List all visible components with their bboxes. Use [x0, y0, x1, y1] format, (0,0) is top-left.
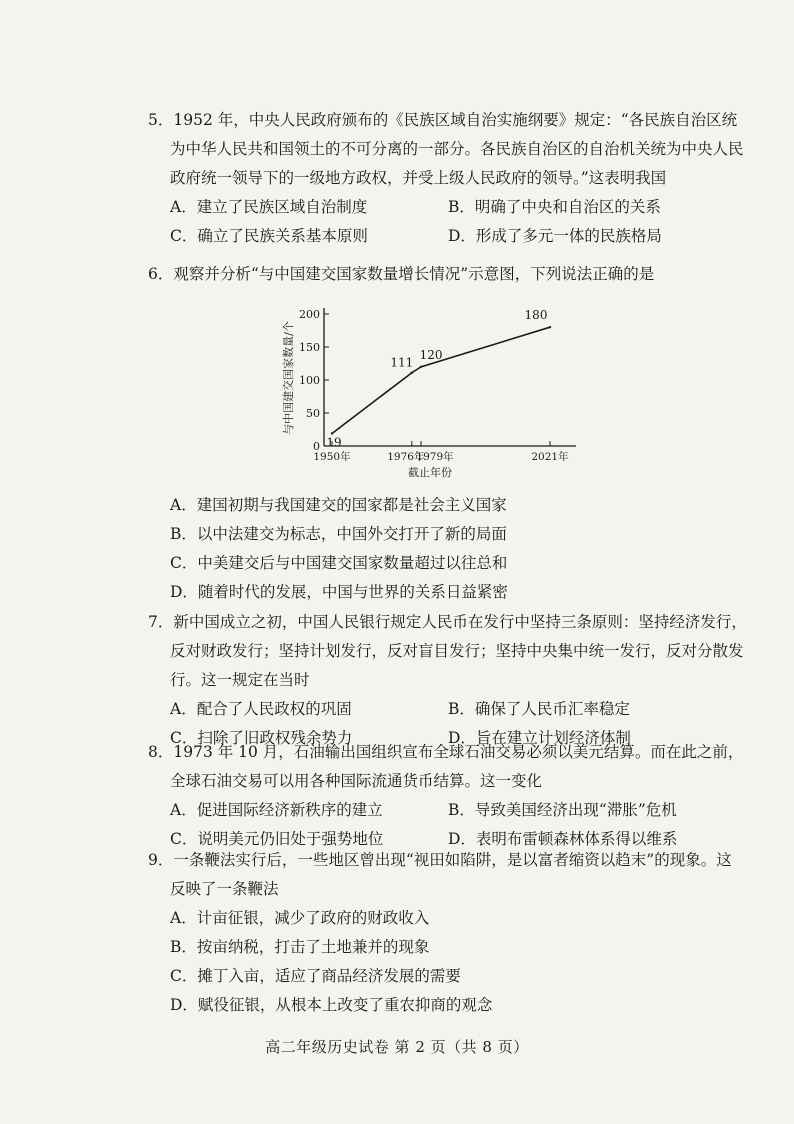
x-tick-label: 2021年 [531, 451, 569, 463]
data-label: 180 [524, 308, 548, 323]
question-6-options [148, 491, 508, 607]
y-tick-label: 200 [299, 308, 320, 321]
question-9-option-a[interactable]: A．计亩征银，减少了政府的财政收入 [170, 909, 430, 927]
question-7-stem-line-2: 反对财政发行；坚持计划发行，反对盲目发行；坚持中央集中统一发行，反对分散发 [170, 642, 744, 660]
question-5-options-row-1 [148, 193, 744, 222]
question-7 [148, 608, 747, 753]
question-5 [148, 106, 744, 251]
question-8 [148, 738, 743, 854]
data-label: 120 [419, 347, 443, 362]
question-7-option-a[interactable]: A．配合了人民政权的巩固 [170, 700, 352, 718]
chart-marks [326, 308, 551, 449]
question-8-option-d[interactable]: D．表明布雷顿森林体系得以维系 [448, 830, 678, 848]
question-7-option-d[interactable]: D．旨在建立计划经济体制 [448, 729, 631, 747]
question-8-option-b[interactable]: B．导致美国经济出现“滞胀”危机 [448, 801, 677, 819]
y-tick-label: 150 [299, 341, 320, 354]
x-tick-label: 1950年 [313, 451, 351, 463]
question-8-option-c[interactable]: C．说明美元仍旧处于强势地位 [170, 830, 384, 848]
x-tick-label: 1979年 [416, 451, 454, 463]
question-7-option-b[interactable]: B．确保了人民币汇率稳定 [448, 700, 630, 718]
question-9-stem-line-1: 9．一条鞭法实行后，一些地区曾出现“视田如陷阱，是以富者缩资以趋末”的现象。这 [148, 851, 732, 869]
question-8-option-a[interactable]: A．促进国际经济新秩序的建立 [170, 801, 383, 819]
question-9-option-b[interactable]: B．按亩纳税，打击了土地兼并的现象 [170, 938, 430, 956]
question-8-options-row-1 [148, 796, 743, 825]
question-7-options-row-1 [148, 695, 747, 724]
question-7-stem-line-1: 7．新中国成立之初，中国人民银行规定人民币在发行中坚持三条原则：坚持经济发行， [148, 613, 747, 631]
question-7-stem-line-3: 行。这一规定在当时 [170, 671, 310, 689]
data-point [549, 326, 551, 328]
question-8-stem-line-2: 全球石油交易可以用各种国际流通货币结算。这一变化 [170, 772, 543, 790]
question-6-option-d[interactable]: D．随着时代的发展，中国与世界的关系日益紧密 [170, 583, 508, 601]
question-6-stem: 6．观察并分析“与中国建交国家数量增长情况”示意图，下列说法正确的是 [148, 265, 655, 283]
question-5-stem-line-3: 政府统一领导下的一级地方政权，并受上级人民政府的领导。”这表明我国 [170, 169, 667, 187]
page-footer: 高二年级历史试卷 第 2 页（共 8 页） [265, 1038, 529, 1056]
question-6-option-c[interactable]: C．中美建交后与中国建交国家数量超过以往总和 [170, 554, 508, 572]
y-axis-title: 与中国建交国家数量/个 [282, 321, 295, 435]
question-5-options-row-2 [148, 222, 744, 251]
question-9-option-c[interactable]: C．摊丁入亩，适应了商品经济发展的需要 [170, 967, 461, 985]
y-tick-label: 50 [306, 407, 320, 420]
question-6-option-b[interactable]: B．以中法建交为标志，中国外交打开了新的局面 [170, 525, 507, 543]
diplomatic-relations-line-chart [280, 298, 590, 488]
x-tick-label: 1976年 [387, 451, 425, 463]
question-5-option-b[interactable]: B．明确了中央和自治区的关系 [448, 198, 661, 216]
question-9 [148, 846, 732, 1020]
x-axis-title: 截止年份 [408, 466, 452, 479]
y-tick-label: 100 [299, 374, 320, 387]
question-5-option-d[interactable]: D．形成了多元一体的民族格局 [448, 227, 662, 245]
data-label: 111 [390, 355, 414, 370]
data-point [420, 366, 422, 368]
question-5-option-a[interactable]: A．建立了民族区域自治制度 [170, 198, 368, 216]
question-6-option-a[interactable]: A．建国初期与我国建交的国家都是社会主义国家 [170, 496, 507, 514]
data-point [331, 432, 333, 434]
y-tick-label: 0 [313, 440, 320, 453]
question-8-stem-line-1: 8．1973 年 10 月，石油输出国组织宣布全球石油交易必须以美元结算。而在此之前， [148, 743, 744, 761]
question-5-stem-line-1: 5．1952 年，中央人民政府颁布的《民族区域自治实施纲要》规定：“各民族自治区统 [148, 111, 738, 129]
series-line [332, 327, 550, 433]
question-9-option-d[interactable]: D．赋役征银，从根本上改变了重农抑商的观念 [170, 996, 493, 1014]
data-label: 19 [326, 435, 342, 450]
question-5-option-c[interactable]: C．确立了民族关系基本原则 [170, 227, 368, 245]
question-5-stem-line-2: 为中华人民共和国领土的不可分离的一部分。各民族自治区的自治机关统为中央人民 [170, 140, 744, 158]
question-6 [148, 260, 654, 289]
question-9-stem-line-2: 反映了一条鞭法 [170, 880, 279, 898]
question-7-option-c[interactable]: C．扫除了旧政权残余势力 [170, 729, 353, 747]
data-point [411, 372, 413, 374]
chart-axes [281, 308, 576, 479]
